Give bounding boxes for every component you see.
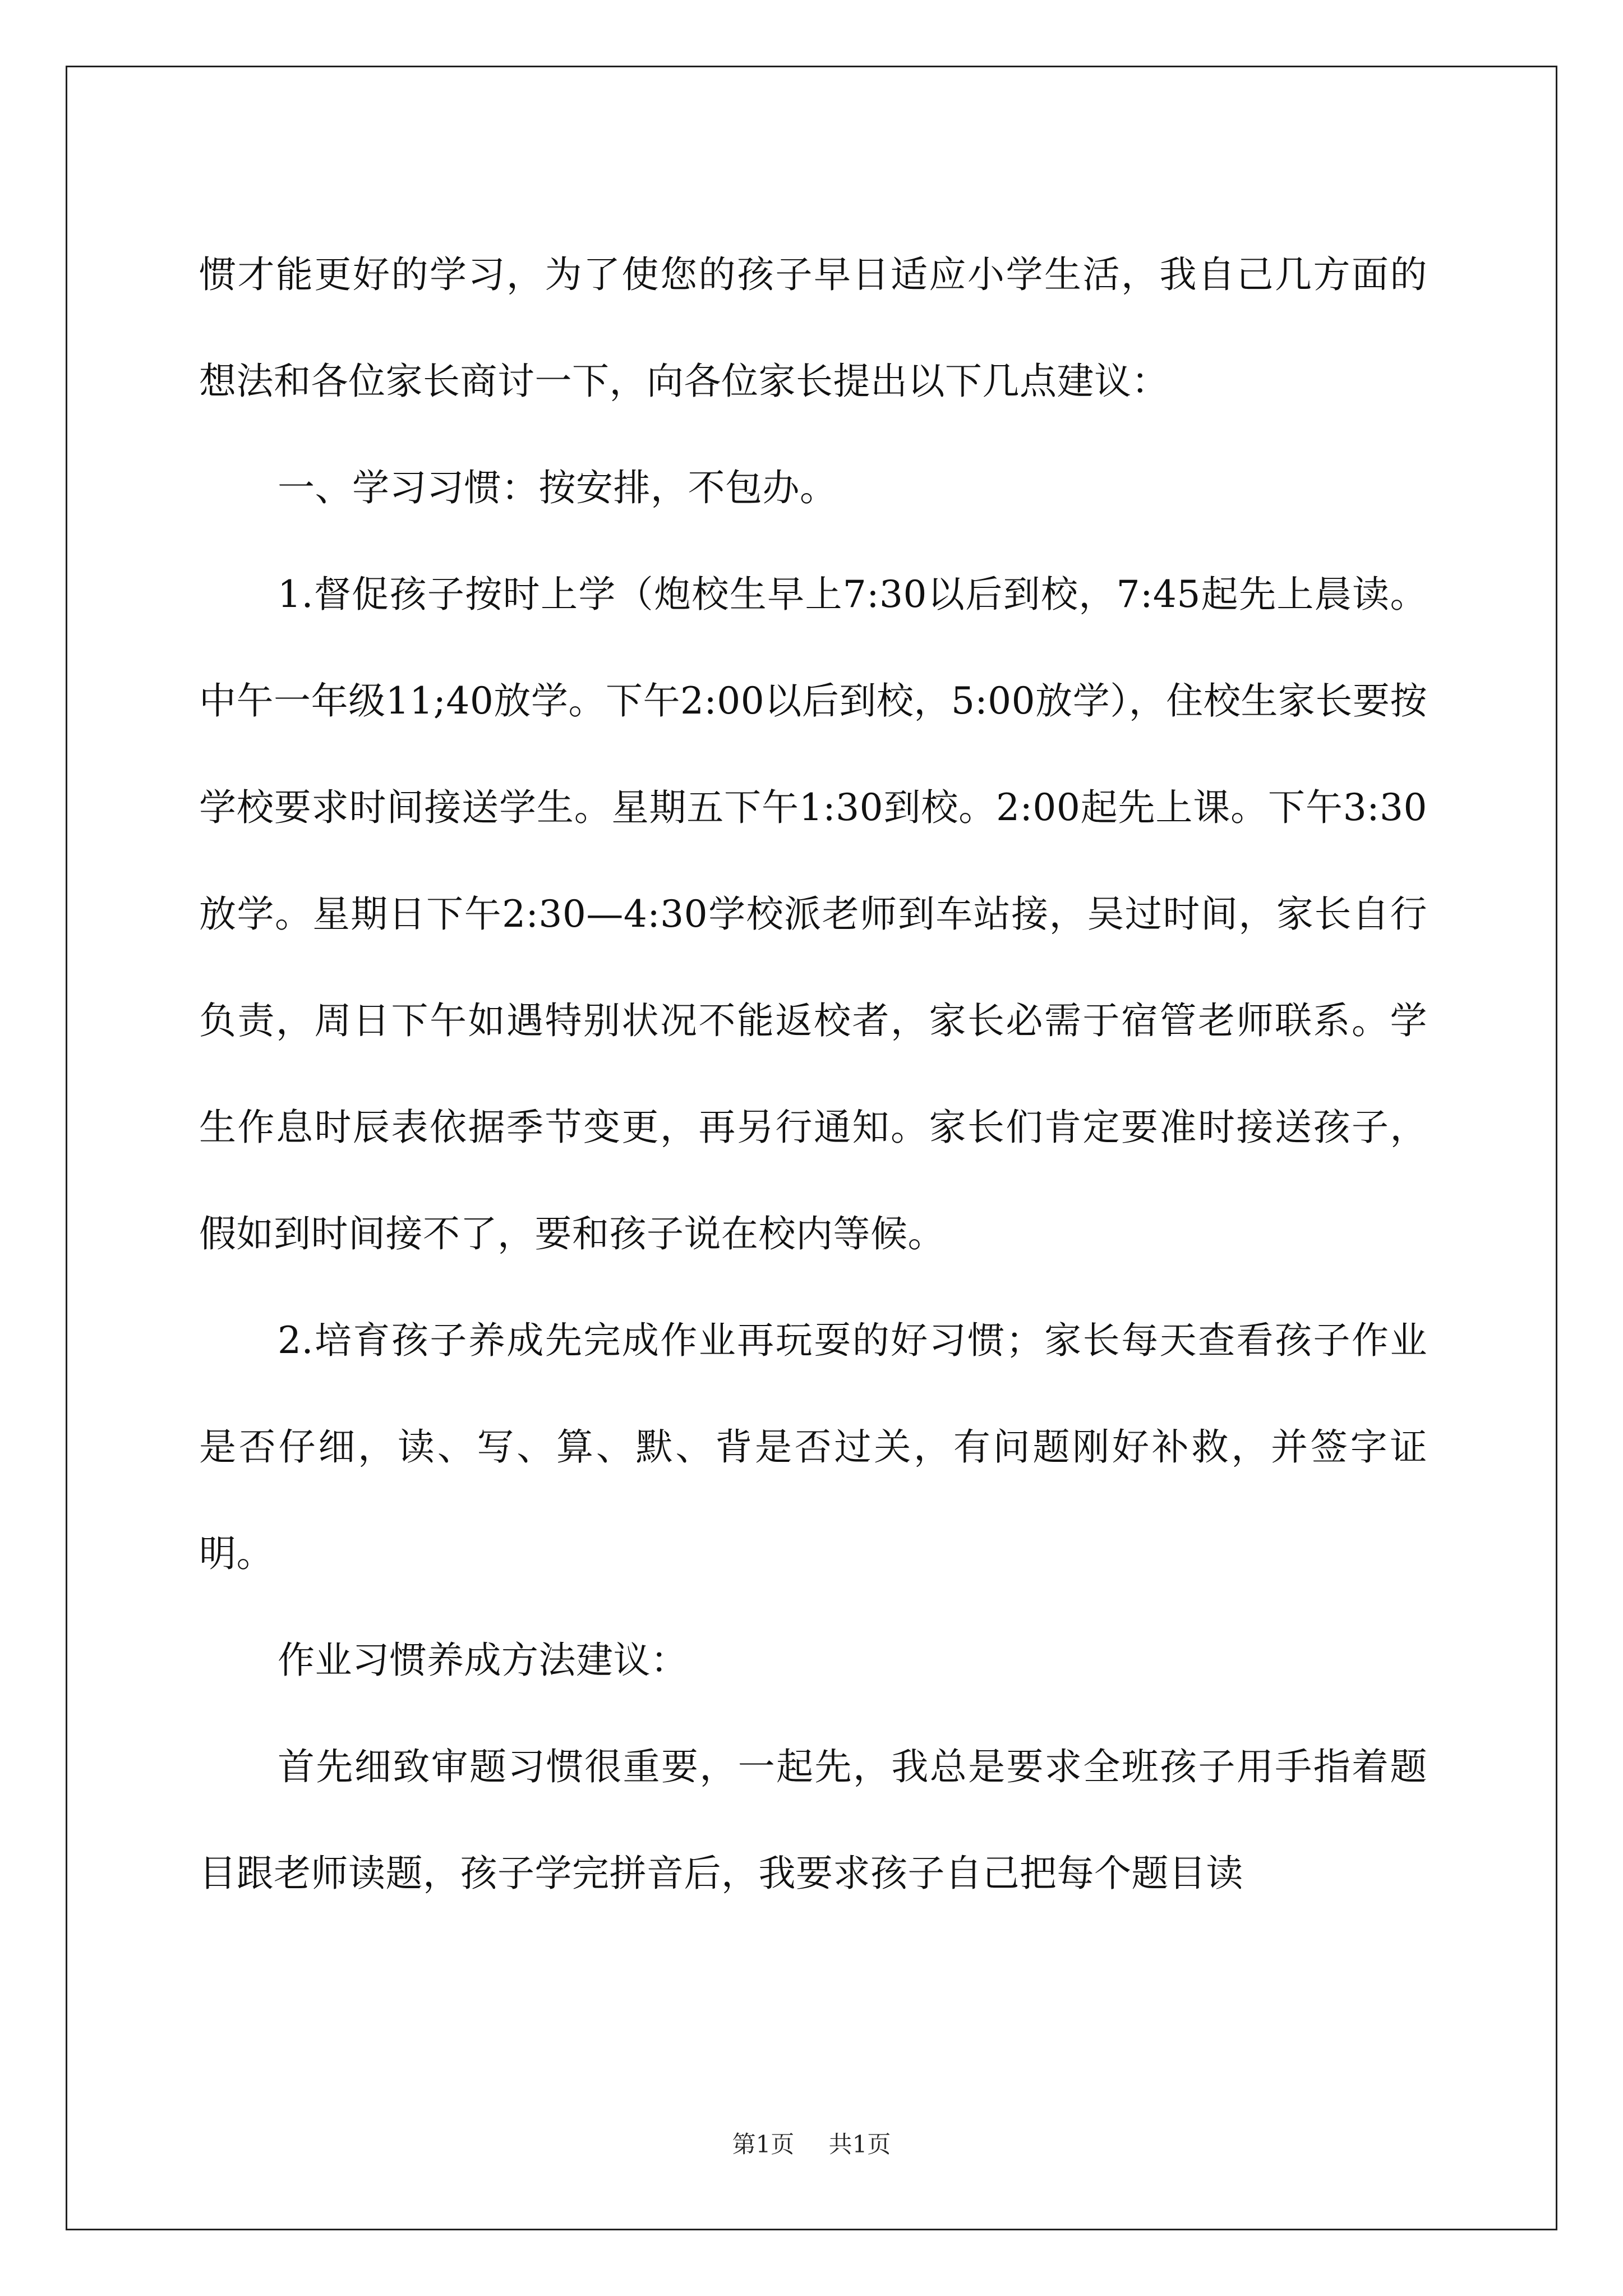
paragraph-5: 作业习惯养成方法建议： (278, 1639, 688, 1682)
paragraph-4: 2.培育孩子养成先完成作业再玩耍的好习惯；家长每天查看孩子作业是否仔细，读、写、算、默、背是否过关，有问题刚好补救，并签字证明。 (199, 1319, 1427, 1575)
document-body (199, 222, 1427, 1927)
page-number: 第1页 (732, 2131, 795, 2158)
paragraph-2: 一、学习习惯：按安排，不包办。 (278, 466, 837, 509)
paragraph-6: 首先细致审题习惯很重要，一起先，我总是要求全班孩子用手指着题目跟老师读题，孩子学完拼音后，我要求孩子自己把每个题目读 (199, 1745, 1427, 1895)
page-total: 共1页 (828, 2131, 891, 2158)
page-footer (0, 2126, 1623, 2160)
paragraph-3: 1.督促孩子按时上学（炮校生早上7:30以后到校，7:45起先上晨读。中午一年级11;40放学。下午2:00以后到校，5:00放学），住校生家长要按学校要求时间接送学生。星期五下午1:30到校。2:00起先上课。下午3:30放学。星期日下午2:30—4:30学校派老师到车站接，吴过时间，家长自行负责，周日下午如遇特别状况不能返校者，家长必需于宿管老师联系。学生作息时辰表依据季节变更，再另行通知。家长们肯定要准时接送孩子，假如到时间接不了，要和孩子说在校内等候。 (199, 573, 1427, 1255)
paragraph-1: 惯才能更好的学习，为了使您的孩子早日适应小学生活，我自己几方面的想法和各位家长商讨一下，向各位家长提出以下几点建议： (199, 253, 1427, 403)
